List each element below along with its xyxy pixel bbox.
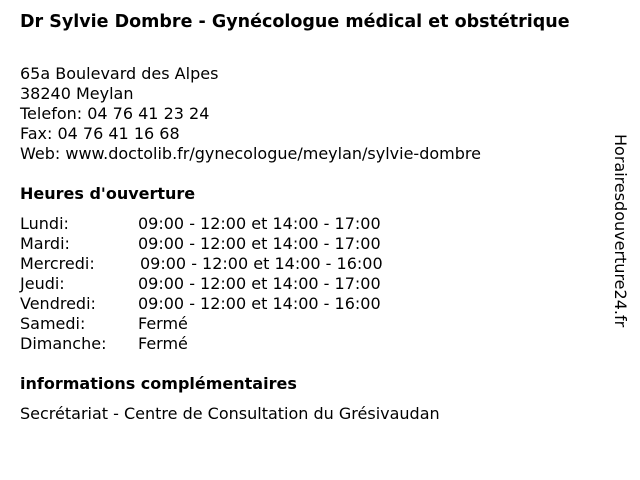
address-street: 65a Boulevard des Alpes: [20, 64, 219, 83]
hours-time: Fermé: [138, 334, 188, 353]
fax-number: Fax: 04 76 41 16 68: [20, 124, 180, 143]
page-title: Dr Sylvie Dombre - Gynécologue médical et obstétrique: [20, 12, 570, 32]
hours-time: Fermé: [138, 314, 188, 333]
website-link[interactable]: Web: www.doctolib.fr/gynecologue/meylan/sylvie-dombre: [20, 144, 481, 163]
hours-day: Mardi:: [20, 234, 70, 253]
hours-time: 09:00 - 12:00 et 14:00 - 16:00: [138, 294, 381, 313]
hours-row: [20, 214, 383, 234]
hours-row: [20, 254, 383, 274]
info-heading: informations complémentaires: [20, 374, 297, 393]
info-text: Secrétariat - Centre de Consultation du Grésivaudan: [20, 404, 440, 423]
hours-table: [20, 214, 383, 354]
hours-day: Jeudi:: [20, 274, 65, 293]
hours-day: Mercredi:: [20, 254, 95, 273]
hours-heading: Heures d'ouverture: [20, 184, 196, 203]
hours-day: Vendredi:: [20, 294, 96, 313]
hours-row: [20, 294, 383, 314]
hours-row: [20, 234, 383, 254]
hours-row: [20, 314, 383, 334]
hours-row: [20, 274, 383, 294]
side-watermark-label: Horairesdouverture24.fr: [611, 134, 630, 328]
hours-time: 09:00 - 12:00 et 14:00 - 17:00: [138, 274, 381, 293]
hours-day: Samedi:: [20, 314, 86, 333]
address-block: [20, 64, 481, 164]
phone-number: Telefon: 04 76 41 23 24: [20, 104, 210, 123]
hours-time: 09:00 - 12:00 et 14:00 - 17:00: [138, 234, 381, 253]
hours-day: Lundi:: [20, 214, 69, 233]
hours-time: 09:00 - 12:00 et 14:00 - 16:00: [140, 254, 383, 273]
hours-time: 09:00 - 12:00 et 14:00 - 17:00: [138, 214, 381, 233]
address-city: 38240 Meylan: [20, 84, 134, 103]
hours-row: [20, 334, 383, 354]
hours-day: Dimanche:: [20, 334, 107, 353]
